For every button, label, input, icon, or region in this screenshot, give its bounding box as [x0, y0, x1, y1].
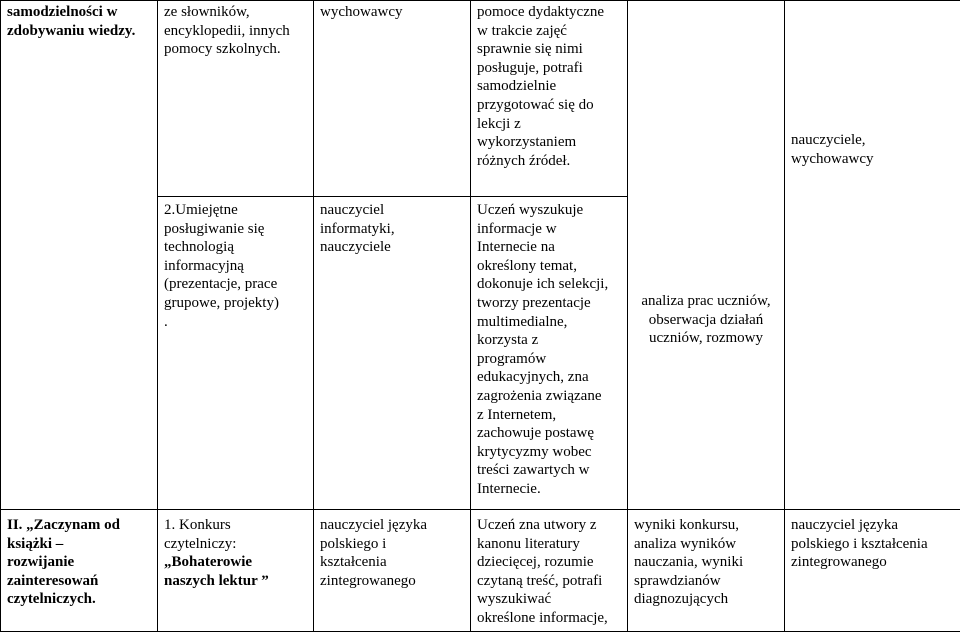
task-text: ze słowników, encyklopedii, innych pomocy szkolnych. — [164, 3, 307, 59]
task-title-text: „Bohaterowie naszych lektur ” — [164, 553, 307, 590]
evaluation-cell — [628, 1, 785, 510]
task-text: 2.Umiejętne posługiwanie się technologią informacyjną (prezentacje, prace grupowe, projekty) . — [164, 201, 307, 331]
responsible-cell — [314, 510, 471, 632]
table-row — [1, 1, 960, 197]
goal-text: II. „Zaczynam od książki – rozwijanie zainteresowań czytelniczych. — [7, 516, 151, 609]
goal-text: samodzielności w zdobywaniu wiedzy. — [7, 3, 151, 40]
evaluator-text: nauczyciele, wychowawcy — [791, 131, 954, 168]
outcome-cell — [471, 197, 628, 510]
outcome-cell — [471, 510, 628, 632]
evaluator-cell — [785, 510, 960, 632]
task-cell — [158, 510, 314, 632]
responsible-text: nauczyciel języka polskiego i kształcenia zintegrowanego — [320, 516, 464, 590]
evaluator-cell — [785, 1, 960, 510]
outcome-text: Uczeń zna utwory z kanonu literatury dziecięcej, rozumie czytaną treść, potrafi wyszukiwać określone informacje, — [477, 516, 621, 628]
table-row — [1, 510, 960, 632]
evaluator-text: nauczyciel języka polskiego i kształcenia zintegrowanego — [791, 516, 954, 572]
evaluation-cell — [628, 510, 785, 632]
outcome-cell — [471, 1, 628, 197]
goal-cell — [1, 510, 158, 632]
goal-cell — [1, 1, 158, 197]
goal-cell — [1, 197, 158, 510]
responsible-text: wychowawcy — [320, 3, 464, 22]
task-cell — [158, 1, 314, 197]
responsible-cell — [314, 1, 471, 197]
task-prefix-text: 1. Konkurs czytelniczy: — [164, 516, 307, 553]
task-cell — [158, 197, 314, 510]
responsible-text: nauczyciel informatyki, nauczyciele — [320, 201, 464, 257]
outcome-text: pomoce dydaktyczne w trakcie zajęć sprawnie się nimi posługuje, potrafi samodzielnie przygotować się do lekcji z wykorzystaniem różnych źródeł. — [477, 3, 621, 170]
evaluation-text: wyniki konkursu, analiza wyników nauczania, wyniki sprawdzianów diagnozujących — [634, 516, 778, 609]
responsible-cell — [314, 197, 471, 510]
evaluation-text: analiza prac uczniów, obserwacja działań uczniów, rozmowy — [634, 292, 778, 348]
outcome-text: Uczeń wyszukuje informacje w Internecie na określony temat, dokonuje ich selekcji, tworzy prezentacje multimedialne, korzysta z programów edukacyjnych, zna zagrożenia związane z Internetem, zachowuje postawę krytycyzmy wobec treści zawartych w Internecie. — [477, 201, 621, 499]
